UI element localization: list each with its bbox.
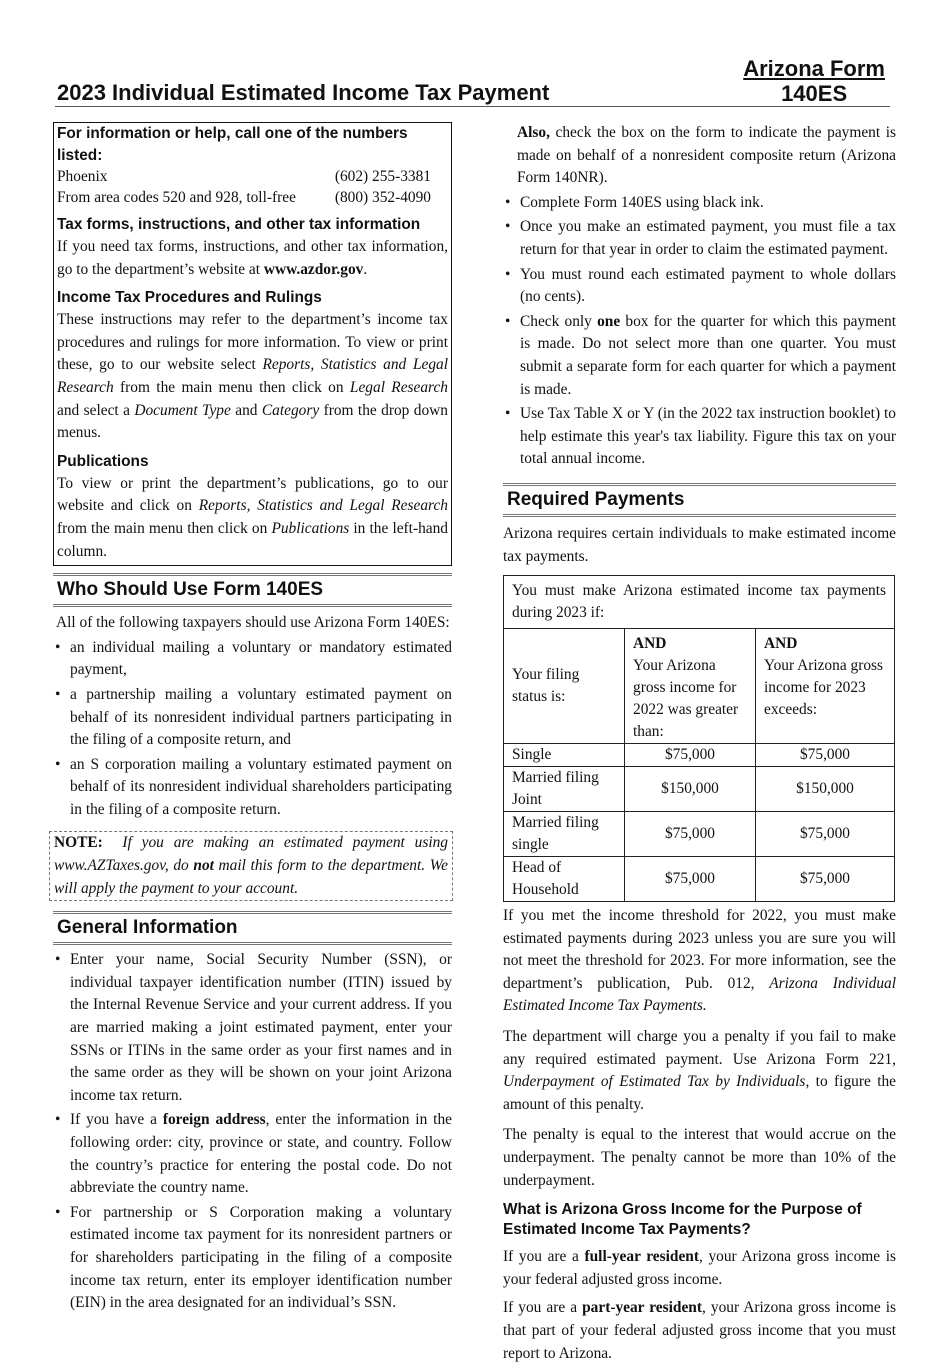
phone-row	[57, 188, 448, 209]
text: Arizona Individual Estimated Income Tax Payments.	[503, 974, 896, 1015]
list-item: • For partnership or S Corporation making a voluntary estimated income tax payment for its nonresident partners or for shareholders participating in the filing of a composite income tax return, enter its employer identification number (EIN) in the area designated for an individual’s SSN.	[53, 1202, 452, 1315]
form-number	[743, 56, 885, 106]
table-row	[504, 767, 895, 812]
phone-label: From area codes 520 and 928, toll-free	[57, 188, 296, 206]
status: Married filing single	[504, 812, 625, 857]
text: Reports, Statistics and Legal Research	[198, 497, 448, 515]
table-row	[504, 812, 895, 857]
text: from the main menu then click on	[113, 378, 350, 396]
list-item: • Use Tax Table X or Y (in the 2022 tax instruction booklet) to help estimate this year's tax liability. Figure this tax on your total annual income.	[503, 403, 896, 471]
and-label: AND	[633, 635, 667, 653]
table-row	[504, 857, 895, 902]
text: Legal Research	[349, 378, 448, 396]
text: , enter the information in the following order: city, province or state, and country. Follow the country’s practice for entering the postal code. Do not abbreviate the country name.	[70, 1111, 452, 1197]
text: , your Arizona gross income is your federal adjusted gross income.	[503, 1248, 896, 1288]
list-item	[503, 311, 896, 401]
list-item: • Complete Form 140ES using black ink.	[503, 192, 896, 215]
text: If you need tax forms, instructions, and other tax information, go to the department’s website at	[57, 238, 448, 278]
threshold-2022: $150,000	[625, 767, 756, 812]
phone-row	[57, 167, 448, 188]
right-column	[503, 122, 896, 1365]
text: These instructions may refer to the department’s income tax procedures and rulings for more information. To view or print these, go to our website select	[57, 311, 448, 374]
threshold-2022: $75,000	[625, 857, 756, 902]
text: Reports, Statistics and Legal Research	[57, 356, 448, 396]
text: one	[597, 312, 621, 330]
threshold-2023: $150,000	[756, 767, 895, 812]
procedures-heading: Income Tax Procedures and Rulings	[57, 289, 322, 307]
text: To view or print the department’s publications, go to our website and click on	[57, 474, 448, 515]
note-label: NOTE:	[54, 834, 103, 852]
and-label: AND	[764, 635, 798, 653]
threshold-2022: $75,000	[625, 812, 756, 857]
publications-text	[57, 473, 448, 563]
list-item: • an individual mailing a voluntary or mandatory estimated payment,	[53, 637, 452, 682]
threshold-2022: $75,000	[625, 744, 756, 767]
text: .	[363, 260, 368, 278]
general-list	[53, 949, 452, 1315]
phone-number[interactable]: (602) 255-3381	[334, 168, 431, 185]
threshold-2023: $75,000	[756, 857, 895, 902]
penalty-interest-text: The penalty is equal to the interest that would accrue on the underpayment. The penalty cannot be more than 10% of the underpayment.	[503, 1126, 896, 1189]
text: The department will charge you a penalty if you fail to make any required estimated payment. Use Arizona Form 221,	[503, 1028, 896, 1068]
text: Check only	[520, 312, 598, 330]
phone-label: Phoenix	[57, 168, 108, 185]
list-item: • an S corporation mailing a voluntary estimated payment on behalf of its nonresident individual shareholders participating in the filing of a composite return.	[53, 754, 452, 822]
gross-income-heading: What is Arizona Gross Income for the Purpose of Estimated Income Tax Payments?	[503, 1201, 862, 1239]
required-heading: Required Payments	[503, 483, 896, 517]
text: If you have a	[70, 1111, 163, 1129]
list-item	[53, 1109, 452, 1199]
column-header: Your filing status is:	[504, 629, 625, 744]
text: If you are making an estimated payment using www.AZTaxes.gov, do	[54, 834, 448, 875]
table-row	[504, 744, 895, 767]
status: Single	[504, 744, 625, 767]
list-item: • Enter your name, Social Security Number (SSN), or individual taxpayer identification number (ITIN) issued by the Internal Revenue Service and your current address. If you are married making a joint estimated payment, enter your SSNs or ITINs in the same order as your first names and in the same order as they will be shown on your joint Arizona income tax return.	[53, 949, 452, 1107]
text: Document Type	[134, 401, 231, 419]
text: If you met the income threshold for 2022, you must make estimated payments during 2023 unless you are sure you will not meet the threshold for 2023. For more information, see the department’s publication, Pub. 012,	[503, 907, 896, 992]
page-title: 2023 Individual Estimated Income Tax Payment	[57, 80, 550, 105]
left-column	[53, 122, 452, 1315]
penalty-text	[503, 1026, 896, 1116]
publications-heading: Publications	[57, 452, 149, 470]
threshold-text	[503, 905, 896, 1018]
text: mail this form to the department. We will apply the payment to your account.	[54, 857, 448, 897]
threshold-2023: $75,000	[756, 744, 895, 767]
text: , to figure the amount of this penalty.	[503, 1073, 896, 1113]
text: Underpayment of Estimated Tax by Individuals	[503, 1073, 806, 1091]
general-list-cont	[503, 192, 896, 471]
text: Also,	[517, 124, 550, 141]
text: from the drop down menus.	[57, 401, 448, 442]
threshold-2023: $75,000	[756, 812, 895, 857]
text: and select a	[57, 401, 135, 419]
status: Head of Household	[504, 857, 625, 902]
general-heading: General Information	[53, 911, 452, 945]
text: and	[230, 401, 262, 419]
required-intro: Arizona requires certain individuals to make estimated income tax payments.	[503, 524, 896, 565]
who-list	[53, 637, 452, 822]
text: part-year resident	[582, 1299, 702, 1317]
text: not	[193, 857, 214, 875]
table-caption: You must make Arizona estimated income tax payments during 2023 if:	[504, 576, 895, 629]
text: Category	[261, 401, 320, 419]
info-heading: For information or help, call one of the numbers listed:	[57, 125, 408, 164]
forms-heading: Tax forms, instructions, and other tax information	[57, 216, 421, 233]
text: box for the quarter for which this payment is made. Do not select more than one quarter. You must submit a separate form for each quarter for which a payment is made.	[520, 312, 896, 398]
forms-text	[57, 236, 448, 281]
who-intro: All of the following taxpayers should use Arizona Form 140ES:	[56, 614, 450, 632]
full-year-text	[503, 1246, 896, 1291]
procedures-text	[57, 309, 448, 445]
also-text	[503, 122, 896, 190]
text: from the main menu then click on	[57, 519, 272, 537]
phone-number[interactable]: (800) 352-4090	[334, 188, 431, 206]
text: in the left-hand column.	[57, 519, 449, 560]
column-header	[756, 629, 895, 744]
text: If you are a	[503, 1299, 583, 1317]
text: check the box on the form to indicate the payment is made on behalf of a nonresident composite return (Arizona Form 140NR).	[517, 124, 896, 187]
part-year-text	[503, 1297, 896, 1365]
list-item: • a partnership mailing a voluntary estimated payment on behalf of its nonresident individual partners participating in the filing of a composite return, and	[53, 684, 452, 752]
threshold-table	[503, 575, 895, 902]
status: Married filing Joint	[504, 767, 625, 812]
who-heading: Who Should Use Form 140ES	[53, 573, 452, 607]
website-link[interactable]: www.azdor.gov	[263, 260, 364, 278]
note-box	[49, 831, 453, 901]
text: , your Arizona gross income is that part of your federal adjusted gross income that you must report to Arizona.	[503, 1299, 896, 1362]
info-box	[53, 122, 452, 566]
form-label: Arizona Form	[743, 56, 885, 81]
text: Your Arizona gross income for 2023 exceeds:	[764, 657, 883, 719]
text: Your Arizona gross income for 2022 was greater than:	[633, 657, 739, 741]
text: full-year resident	[584, 1248, 699, 1266]
form-id: 140ES	[781, 81, 848, 106]
column-header	[625, 629, 756, 744]
text: If you are a	[503, 1248, 585, 1266]
list-item: • Once you make an estimated payment, you must file a tax return for that year in order to claim the estimated payment.	[503, 216, 896, 261]
title-divider	[55, 106, 890, 107]
text: Publications	[271, 519, 350, 537]
list-item: • You must round each estimated payment to whole dollars (no cents).	[503, 264, 896, 309]
text: foreign address	[162, 1111, 266, 1129]
